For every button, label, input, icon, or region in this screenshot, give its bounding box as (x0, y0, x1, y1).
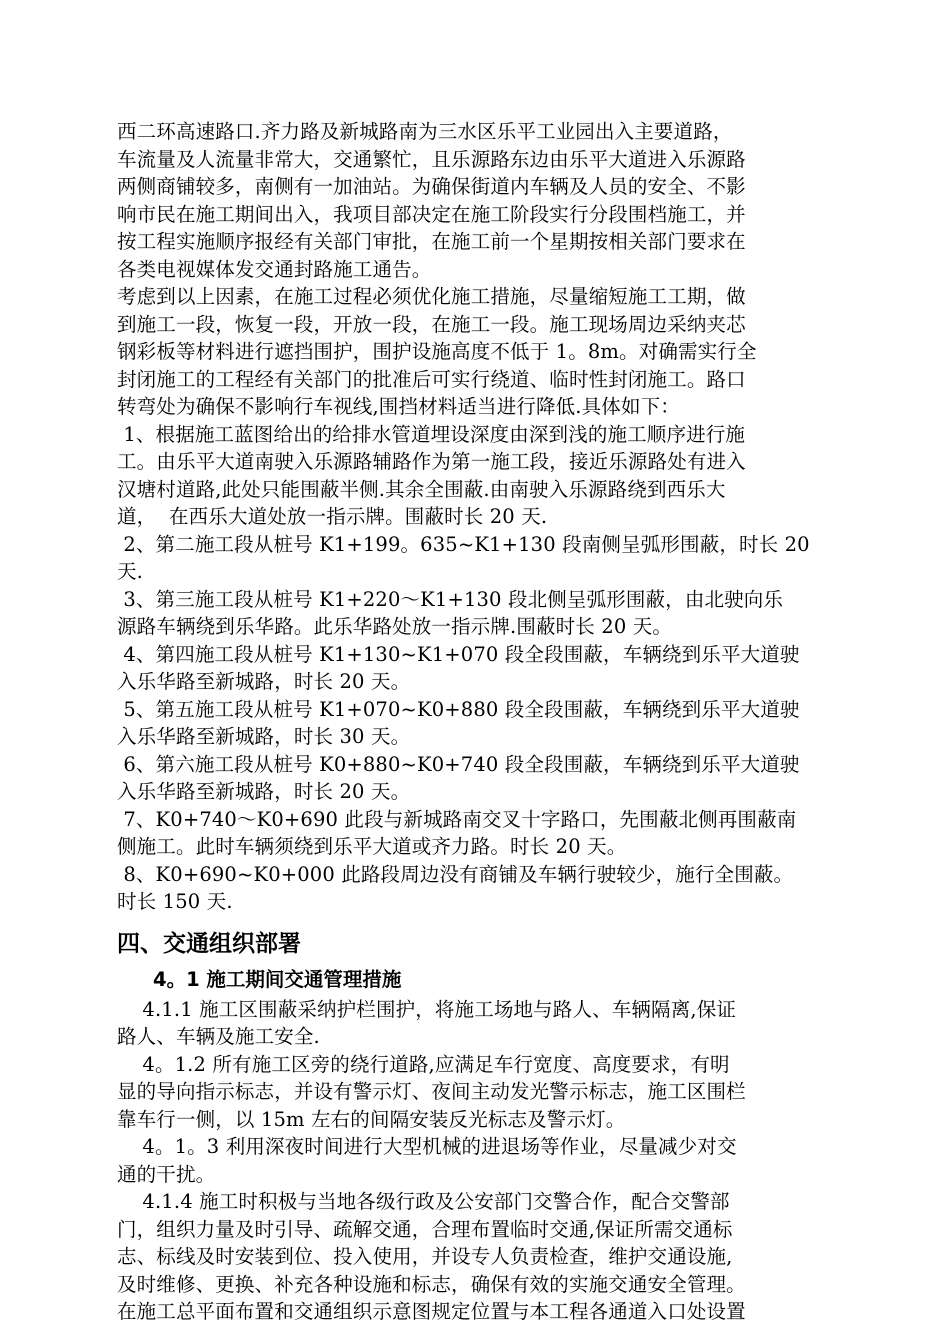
measure-line: 显的导向指示标志，并设有警示灯、夜间主动发光警示标志，施工区围栏 (117, 1080, 746, 1103)
measure-line: 4.1.4 施工时积极与当地各级行政及公安部门交警合作，配合交警部 (117, 1190, 730, 1213)
paragraph-line: 入乐华路至新城路，时长 20 天。 (117, 670, 411, 693)
measure-line: 路人、车辆及施工安全. (117, 1025, 320, 1048)
paragraph-line: 转弯处为确保不影响行车视线,围挡材料适当进行降低.具体如下： (117, 395, 680, 418)
measure-line: 靠车行一侧，以 15m 左右的间隔安装反光标志及警示灯。 (117, 1107, 626, 1131)
paragraph-line: 5、第五施工段从桩号 K1+070~K0+880 段全段围蔽，车辆绕到乐平大道驶 (117, 697, 800, 721)
paragraph-line: 1、根据施工蓝图给出的给排水管道埋设深度由深到浅的施工顺序进行施 (117, 422, 746, 446)
paragraph-line: 封闭施工的工程经有关部门的批准后可实行绕道、临时性封闭施工。路口 (117, 367, 746, 391)
measure-line: 门，组织力量及时引导、疏解交通，合理布置临时交通,保证所需交通标 (117, 1217, 733, 1241)
paragraph-line: 源路车辆绕到乐华路。此乐华路处放一指示牌.围蔽时长 20 天。 (117, 615, 673, 638)
paragraph-line: 各类电视媒体发交通封路施工通告。 (117, 257, 432, 281)
paragraph-line: 时长 150 天. (117, 890, 233, 913)
paragraph-line: 到施工一段，恢复一段，开放一段，在施工一段。施工现场周边采纳夹芯 (117, 312, 746, 336)
measure-line: 4。1.2 所有施工区旁的绕行道路,应满足车行宽度、高度要求，有明 (117, 1052, 730, 1076)
measure-line: 通的干扰。 (117, 1162, 216, 1186)
paragraph-line: 车流量及人流量非常大，交通繁忙，且乐源路东边由乐平大道进入乐源路 (117, 147, 746, 171)
measure-line: 在施工总平面布置和交通组织示意图规定位置与本工程各通道入口处设置 (117, 1300, 746, 1323)
paragraph-line: 汉塘村道路,此处只能围蔽半侧.其余全围蔽.由南驶入乐源路绕到西乐大 (117, 477, 726, 501)
paragraph-line: 道， 在西乐大道处放一指示牌。围蔽时长 20 天. (117, 505, 548, 528)
paragraph-line: 6、第六施工段从桩号 K0+880~K0+740 段全段围蔽，车辆绕到乐平大道驶 (117, 752, 800, 776)
document-body (117, 118, 840, 1326)
paragraph-line: 天. (117, 560, 143, 583)
paragraph-line: 8、K0+690~K0+000 此路段周边没有商铺及车辆行驶较少，施行全围蔽。 (117, 862, 794, 886)
paragraph-line: 考虑到以上因素，在施工过程必须优化施工措施，尽量缩短施工工期，做 (117, 285, 746, 308)
subsection-heading: 4。1 施工期间交通管理措施 (153, 967, 402, 991)
traffic-closure-section (117, 118, 840, 916)
paragraph-line: 7、K0+740～K0+690 此段与新城路南交叉十字路口，先围蔽北侧再围蔽南 (117, 807, 797, 831)
measure-line: 4.1.1 施工区围蔽采纳护栏围护，将施工场地与路人、车辆隔离,保证 (117, 997, 737, 1021)
paragraph-line: 侧施工。此时车辆须绕到乐平大道或齐力路。时长 20 天。 (117, 835, 627, 858)
paragraph-line: 4、第四施工段从桩号 K1+130~K1+070 段全段围蔽，车辆绕到乐平大道驶 (117, 642, 800, 666)
paragraph-line: 两侧商铺较多，南侧有一加油站。为确保街道内车辆及人员的安全、不影 (117, 175, 746, 198)
paragraph-line: 2、第二施工段从桩号 K1+199。635~K1+130 段南侧呈弧形围蔽，时长 20 (117, 532, 810, 556)
measure-line: 4。1。3 利用深夜时间进行大型机械的进退场等作业，尽量减少对交 (117, 1135, 737, 1158)
measure-line: 志、标线及时安装到位、投入使用，并设专人负责检查，维护交通设施, (117, 1245, 733, 1268)
section-heading: 四、交通组织部署 (117, 930, 301, 957)
paragraph-line: 入乐华路至新城路，时长 20 天。 (117, 780, 411, 803)
traffic-management-section (117, 996, 840, 1326)
paragraph-line: 工。由乐平大道南驶入乐源路辅路作为第一施工段，接近乐源路处有进入 (117, 450, 746, 473)
paragraph-line: 钢彩板等材料进行遮挡围护，围护设施高度不低于 1。8m。对确需实行全 (117, 340, 757, 363)
paragraph-line: 按工程实施顺序报经有关部门审批，在施工前一个星期按相关部门要求在 (117, 230, 746, 253)
paragraph-line: 响市民在施工期间出入，我项目部决定在施工阶段实行分段围档施工，并 (117, 202, 746, 226)
paragraph-line: 西二环高速路口.齐力路及新城路南为三水区乐平工业园出入主要道路， (117, 120, 733, 143)
paragraph-line: 入乐华路至新城路，时长 30 天。 (117, 725, 411, 748)
paragraph-line: 3、第三施工段从桩号 K1+220～K1+130 段北侧呈弧形围蔽，由北驶向乐 (117, 587, 784, 611)
measure-line: 及时维修、更换、补充各种设施和标志，确保有效的实施交通安全管理。 (117, 1272, 746, 1296)
